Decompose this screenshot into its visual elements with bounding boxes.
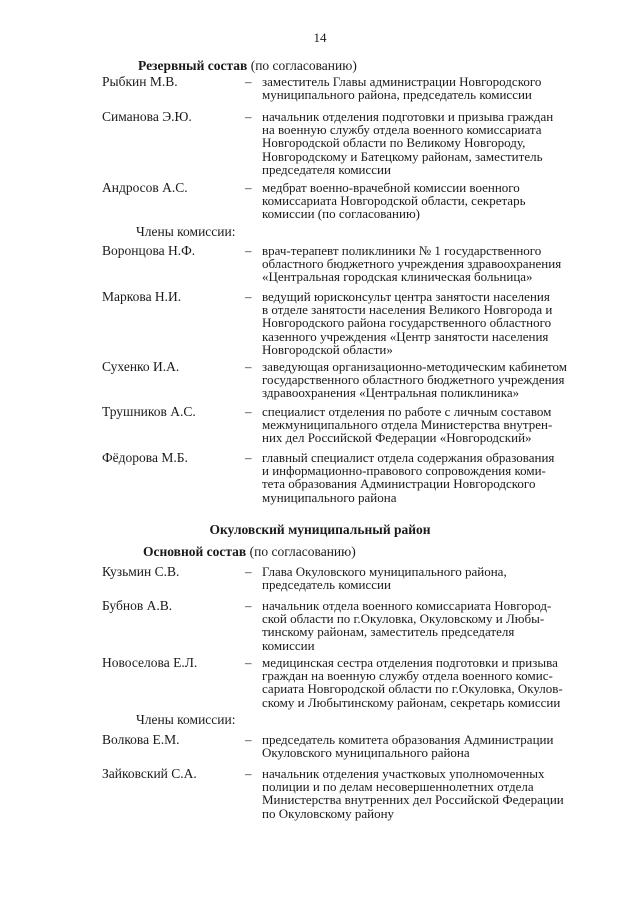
description-line: комиссии	[262, 637, 315, 653]
description-line: Глава Окуловского муниципального района,	[262, 564, 507, 579]
dash: –	[245, 359, 252, 374]
description-line: медицинская сестра отделения подготовки и призыва	[262, 655, 558, 670]
member-name: Фёдорова М.Б.	[102, 450, 188, 465]
description-line: Новгородской области по Великому Новгороду,	[262, 135, 526, 151]
description-line: заведующая организационно-методическим кабинетом	[262, 359, 568, 374]
description-line: государственного областного бюджетного учреждения	[262, 372, 565, 388]
description-line: Новгородскому и Батецкому районам, заместитель	[262, 148, 543, 164]
description-line: скому и Любытинскому районам, секретарь комиссии	[262, 694, 561, 710]
member-name: Кузьмин С.В.	[102, 564, 180, 579]
description-line: комиссариата Новгородской области, секретарь	[262, 193, 526, 209]
member-description	[262, 290, 607, 356]
member-name: Маркова Н.И.	[102, 289, 182, 304]
member-description	[262, 656, 607, 709]
member-name: Новоселова Е.Л.	[102, 655, 198, 670]
member-name: Бубнов А.В.	[102, 598, 173, 613]
member-description	[262, 110, 607, 176]
reserve-section-heading	[138, 59, 357, 72]
description-line: Новгородского района государственного областного	[262, 315, 552, 331]
description-line: председателя комиссии	[262, 161, 391, 177]
description-line: ведущий юрисконсульт центра занятости населения	[262, 289, 550, 304]
description-line: специалист отделения по работе с личным составом	[262, 404, 552, 419]
dash: –	[245, 109, 252, 124]
member-name: Трушников А.С.	[102, 404, 196, 419]
main-heading-bold: Основной состав	[143, 544, 247, 559]
page-number: 14	[313, 30, 327, 45]
description-line: муниципального района, председатель комиссии	[262, 87, 532, 103]
description-line: Новгородской области»	[262, 341, 393, 357]
member-description	[262, 244, 607, 284]
dash: –	[245, 732, 252, 747]
description-line: Окуловского муниципального района	[262, 745, 470, 761]
description-line: тинскому районам, заместитель председателя	[262, 624, 515, 640]
description-line: межмуниципального отдела Министерства внутрен-	[262, 417, 553, 433]
description-line: муниципального района	[262, 489, 397, 505]
member-name: Сухенко И.А.	[102, 359, 180, 374]
dash: –	[245, 243, 252, 258]
commission-members-label: Члены комиссии:	[136, 712, 236, 727]
dash: –	[245, 289, 252, 304]
dash: –	[245, 450, 252, 465]
member-name: Андросов А.С.	[102, 180, 188, 195]
commission-members-label: Члены комиссии:	[136, 224, 236, 239]
member-name: Воронцова Н.Ф.	[102, 243, 196, 258]
description-line: них дел Российской Федерации «Новгородский»	[262, 430, 532, 446]
description-line: сариата Новгородской области по г.Окуловка, Окулов-	[262, 681, 563, 697]
description-line: по Окуловскому району	[262, 805, 395, 821]
description-line: на военную службу отдела военного комиссариата	[262, 122, 542, 138]
dash: –	[245, 404, 252, 419]
dash: –	[245, 598, 252, 613]
dash: –	[245, 655, 252, 670]
dash: –	[245, 74, 252, 89]
description-line: полиции и по делам несовершеннолетних отдела	[262, 779, 534, 795]
member-name: Симанова Э.Ю.	[102, 109, 192, 124]
description-line: председатель комиссии	[262, 577, 391, 593]
member-name: Волкова Е.М.	[102, 732, 180, 747]
description-line: комиссии (по согласованию)	[262, 206, 420, 222]
description-line: и информационно-правового сопровождения коми-	[262, 463, 546, 479]
main-section-heading	[143, 545, 356, 558]
description-line: врач-терапевт поликлиники № 1 государственного	[262, 243, 542, 258]
member-description	[262, 451, 607, 504]
dash: –	[245, 766, 252, 781]
member-description	[262, 767, 607, 820]
description-line: «Центральная городская клиническая больница»	[262, 269, 533, 285]
description-line: граждан на военную службу отдела военного комис-	[262, 668, 553, 684]
description-line: начальник отдела военного комиссариата Новгород-	[262, 598, 552, 613]
description-line: медбрат военно-врачебной комиссии военного	[262, 180, 520, 195]
main-heading-rest: (по согласованию)	[246, 544, 356, 559]
description-line: тета образования Администрации Новгородского	[262, 476, 536, 492]
dash: –	[245, 180, 252, 195]
description-line: казенного учреждения «Центр занятости населения	[262, 328, 549, 344]
description-line: заместитель Главы администрации Новгородского	[262, 74, 542, 89]
member-description	[262, 360, 607, 400]
description-line: областного бюджетного учреждения здравоохранения	[262, 256, 562, 272]
district-title: Окуловский муниципальный район	[209, 522, 431, 537]
member-description	[262, 599, 607, 652]
description-line: ской области по г.Окуловка, Окуловскому и Любы-	[262, 611, 545, 627]
description-line: здравоохранения «Центральная поликлиника»	[262, 385, 520, 401]
member-description	[262, 733, 607, 759]
member-name: Зайковский С.А.	[102, 766, 197, 781]
member-description	[262, 75, 607, 101]
reserve-heading-rest: (по согласованию)	[247, 58, 357, 73]
description-line: в отделе занятости населения Великого Новгорода и	[262, 302, 553, 318]
dash: –	[245, 564, 252, 579]
member-description	[262, 405, 607, 445]
description-line: начальник отделения участковых уполномоченных	[262, 766, 545, 781]
description-line: председатель комитета образования Администрации	[262, 732, 554, 747]
description-line: главный специалист отдела содержания образования	[262, 450, 555, 465]
description-line: начальник отделения подготовки и призыва граждан	[262, 109, 554, 124]
description-line: Министерства внутренних дел Российской Федерации	[262, 792, 564, 808]
member-description	[262, 181, 607, 221]
member-description	[262, 565, 607, 591]
member-name: Рыбкин М.В.	[102, 74, 178, 89]
reserve-heading-bold: Резервный состав	[138, 58, 248, 73]
